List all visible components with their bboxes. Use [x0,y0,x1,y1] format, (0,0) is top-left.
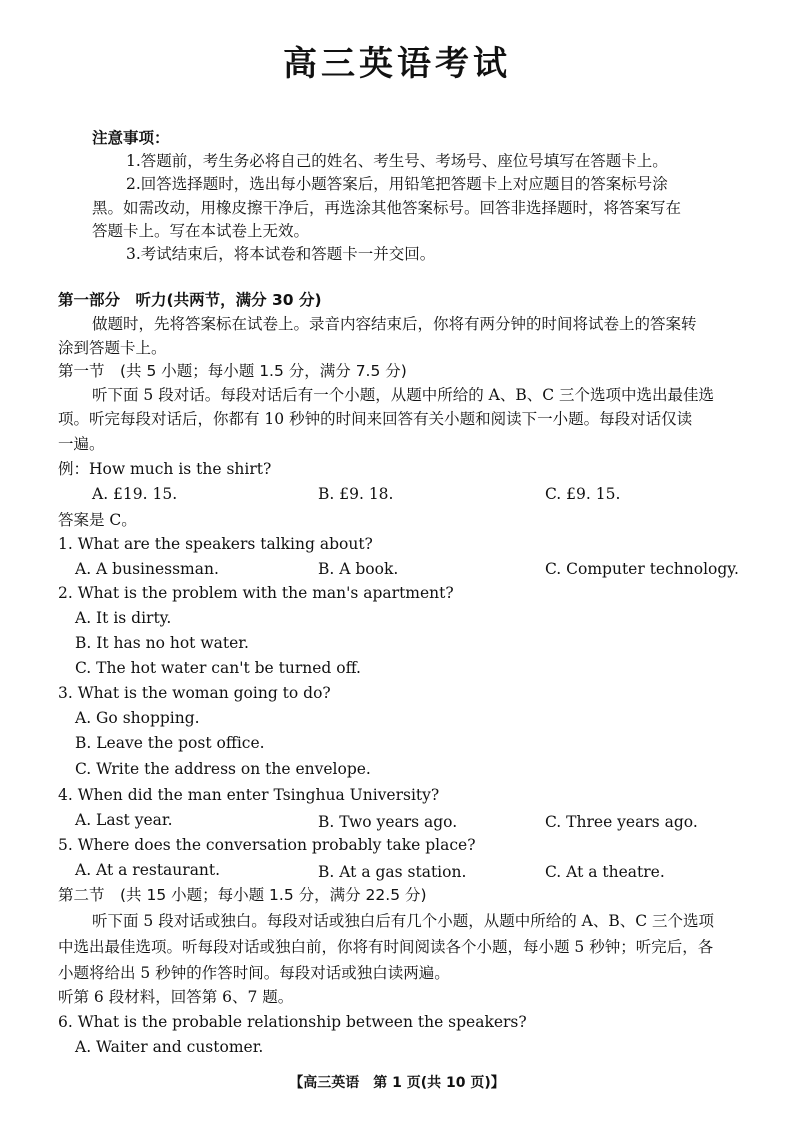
example-answer: 答案是 C。 [58,511,137,529]
notice-item: 3.考试结束后，将本试卷和答题卡一并交回。 [126,245,436,263]
option-2c: C. The hot water can't be turned off. [75,659,361,677]
notice-heading: 注意事项： [92,129,170,147]
section1-intro: 一遍。 [58,435,105,453]
option-1a: A. A businessman. [75,560,219,578]
question-2: 2. What is the problem with the man's apartment? [58,584,454,602]
example-option-a: A. £19. 15. [92,485,178,503]
option-3a: A. Go shopping. [75,709,200,727]
question-3: 3. What is the woman going to do? [58,684,331,702]
option-4c: C. Three years ago. [545,813,698,831]
option-6a: A. Waiter and customer. [75,1038,264,1056]
question-1: 1. What are the speakers talking about? [58,535,373,553]
option-1b: B. A book. [318,560,399,578]
section1-heading: 第一节 (共 5 小题；每小题 1.5 分，满分 7.5 分) [58,362,407,380]
option-2b: B. It has no hot water. [75,634,249,652]
option-5b: B. At a gas station. [318,863,467,881]
part1-heading: 第一部分 听力(共两节，满分 30 分) [58,291,322,309]
question-6: 6. What is the probable relationship between the speakers? [58,1013,527,1031]
notice-item: 黑。如需改动，用橡皮擦干净后，再选涂其他答案标号。回答非选择题时，将答案写在 [92,199,682,217]
option-3c: C. Write the address on the envelope. [75,760,371,778]
section2-intro: 中选出最佳选项。听每段对话或独白前，你将有时间阅读各个小题，每小题 5 秒钟；听完后，各 [58,938,714,956]
section1-intro: 项。听完每段对话后，你都有 10 秒钟的时间来回答有关小题和阅读下一小题。每段对话仅读 [58,410,693,428]
option-2a: A. It is dirty. [75,609,172,627]
section2-heading: 第二节 (共 15 小题；每小题 1.5 分，满分 22.5 分) [58,886,427,904]
option-4b: B. Two years ago. [318,813,458,831]
section1-intro: 听下面 5 段对话。每段对话后有一个小题，从题中所给的 A、B、C 三个选项中选出最佳选 [92,386,715,404]
page-footer: 【高三英语 第 1 页(共 10 页)】 [289,1075,505,1091]
option-5c: C. At a theatre. [545,863,665,881]
exam-title: 高三英语考试 [283,44,511,84]
material-instruction: 听第 6 段材料，回答第 6、7 题。 [58,988,294,1006]
part1-intro: 涂到答题卡上。 [58,339,167,357]
section2-intro: 小题将给出 5 秒钟的作答时间。每段对话或独白读两遍。 [58,964,450,982]
option-1c: C. Computer technology. [545,560,739,578]
section2-intro: 听下面 5 段对话或独白。每段对话或独白后有几个小题，从题中所给的 A、B、C 三个选项 [92,912,715,930]
notice-item: 1.答题前，考生务必将自己的姓名、考生号、考场号、座位号填写在答题卡上。 [126,152,668,170]
question-5: 5. Where does the conversation probably take place? [58,836,476,854]
option-4a: A. Last year. [75,811,173,829]
question-4: 4. When did the man enter Tsinghua University? [58,786,440,804]
notice-item: 答题卡上。写在本试卷上无效。 [92,222,310,240]
example-question: 例：How much is the shirt? [58,460,272,478]
part1-intro: 做题时，先将答案标在试卷上。录音内容结束后，你将有两分钟的时间将试卷上的答案转 [92,315,697,333]
example-option-c: C. £9. 15. [545,485,621,503]
option-5a: A. At a restaurant. [75,861,221,879]
example-option-b: B. £9. 18. [318,485,394,503]
notice-item: 2.回答选择题时，选出每小题答案后，用铅笔把答题卡上对应题目的答案标号涂 [126,175,668,193]
option-3b: B. Leave the post office. [75,734,265,752]
